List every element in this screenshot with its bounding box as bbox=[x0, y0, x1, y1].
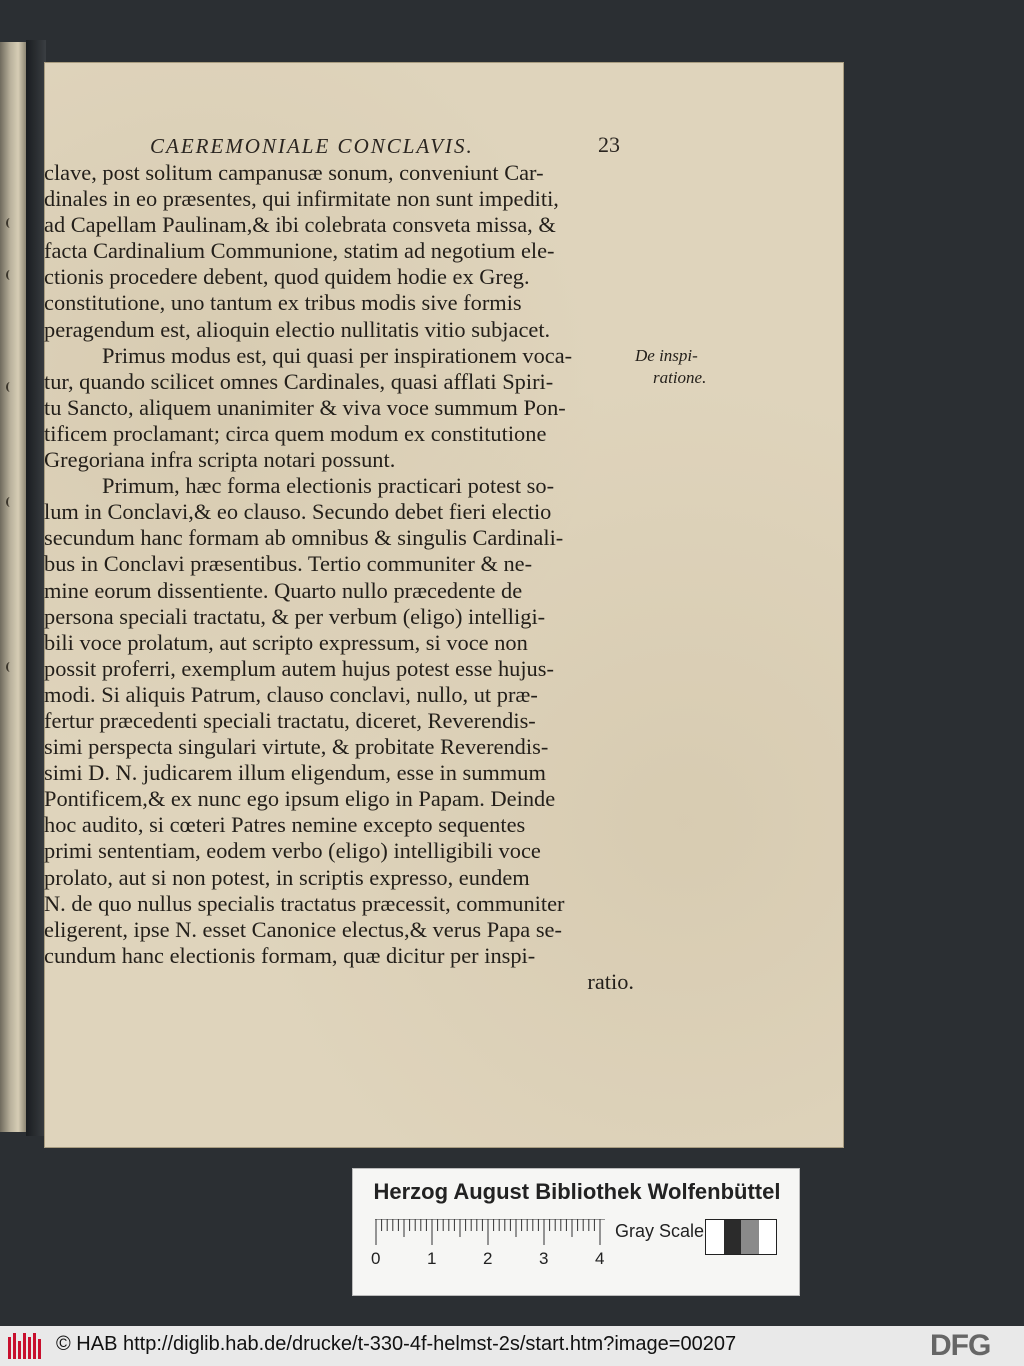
book-page bbox=[44, 62, 844, 1148]
text-line: Gregoriana infra scripta notari possunt. bbox=[44, 447, 396, 473]
previous-page-edge bbox=[0, 42, 26, 1132]
gray-swatch bbox=[741, 1220, 759, 1254]
dfg-logo: DFG bbox=[930, 1329, 991, 1362]
text-line: Primum, hæc forma electionis practicari potest so- bbox=[102, 473, 555, 499]
text-line: secundum hanc formam ab omnibus & singulis Cardinali- bbox=[44, 525, 564, 551]
text-line: bus in Conclavi præsentibus. Tertio communiter & ne- bbox=[44, 551, 533, 577]
ruler-label: 4 bbox=[595, 1249, 605, 1268]
footer-source-link[interactable]: © HAB http://diglib.hab.de/drucke/t-330-4f-helmst-2s/start.htm?image=00207 bbox=[56, 1333, 737, 1355]
text-line: constitutione, uno tantum ex tribus modis sive formis bbox=[44, 290, 522, 316]
running-head: CAEREMONIALE CONCLAVIS. bbox=[150, 134, 474, 158]
binding-shadow bbox=[26, 40, 46, 1136]
text-line: Primus modus est, qui quasi per inspirationem voca- bbox=[102, 342, 573, 368]
gray-swatch bbox=[706, 1220, 724, 1254]
text-line: tu Sancto, aliquem unanimiter & viva voce summum Pon- bbox=[44, 394, 566, 420]
marginal-note bbox=[635, 345, 706, 389]
text-line: lum in Conclavi,& eo clauso. Secundo debet fieri electio bbox=[44, 499, 552, 525]
text-line: ratio. bbox=[587, 968, 634, 994]
text-line: N. de quo nullus specialis tractatus præcessit, communiter bbox=[44, 890, 565, 916]
text-line: peragendum est, alioquin electio nullitatis vitio subjacet. bbox=[44, 316, 551, 342]
gray-scale-swatches bbox=[705, 1219, 777, 1255]
text-line: persona speciali tractatu, & per verbum (eligo) intelligi- bbox=[44, 603, 546, 629]
text-line: simi perspecta singulari virtute, & probitate Reverendis- bbox=[44, 734, 549, 760]
marginal-note-line: De inspi- bbox=[635, 346, 698, 365]
ruler-label: 3 bbox=[539, 1249, 549, 1268]
ruler-label: 2 bbox=[483, 1249, 493, 1268]
marginal-note-line: ratione. bbox=[653, 368, 707, 387]
body-text bbox=[44, 160, 634, 995]
text-line: possit proferri, exemplum autem hujus potest esse hujus- bbox=[44, 655, 554, 681]
card-title: Herzog August Bibliothek Wolfenbüttel bbox=[373, 1179, 781, 1204]
hab-logo-icon bbox=[8, 1333, 48, 1359]
text-line: bili voce prolatum, aut scripto expressum, si voce non bbox=[44, 629, 528, 655]
text-line: cundum hanc electionis formam, quæ dicitur per inspi- bbox=[44, 942, 536, 968]
text-line: ad Capellam Paulinam,& ibi colebrata consveta missa, & bbox=[44, 212, 556, 238]
text-line: eligerent, ipse N. esset Canonice electus,& verus Papa se- bbox=[44, 916, 562, 942]
text-line: Pontificem,& ex nunc ego ipsum eligo in Papam. Deinde bbox=[44, 786, 556, 812]
text-line: fertur præcedenti speciali tractatu, diceret, Reverendis- bbox=[44, 707, 536, 733]
text-line: tificem proclamant; circa quem modum ex constitutione bbox=[44, 420, 547, 446]
gray-swatch bbox=[724, 1220, 742, 1254]
gray-scale-label: Gray Scale bbox=[615, 1221, 705, 1241]
ruler-label: 0 bbox=[371, 1249, 381, 1268]
ruler-scale bbox=[375, 1219, 605, 1245]
page-number: 23 bbox=[598, 132, 620, 157]
footer-bar bbox=[0, 1326, 1024, 1366]
color-target-card bbox=[352, 1168, 800, 1296]
text-line: mine eorum dissentiente. Quarto nullo præcedente de bbox=[44, 577, 523, 603]
ruler-labels bbox=[371, 1249, 611, 1271]
text-line: primi sententiam, eodem verbo (eligo) intelligibili voce bbox=[44, 838, 541, 864]
gray-swatch bbox=[759, 1220, 777, 1254]
text-line: tur, quando scilicet omnes Cardinales, quasi afflati Spiri- bbox=[44, 368, 554, 394]
text-line: simi D. N. judicarem illum eligendum, esse in summum bbox=[44, 760, 546, 786]
text-line: prolato, aut si non potest, in scriptis expresso, eundem bbox=[44, 864, 530, 890]
text-line: dinales in eo præsentes, qui infirmitate non sunt impediti, bbox=[44, 186, 559, 212]
text-line: hoc audito, si cœteri Patres nemine excepto sequentes bbox=[44, 812, 526, 838]
ruler-label: 1 bbox=[427, 1249, 437, 1268]
text-line: ctionis procedere debent, quod quidem hodie ex Greg. bbox=[44, 264, 530, 290]
text-line: modi. Si aliquis Patrum, clauso conclavi, nullo, ut præ- bbox=[44, 681, 538, 707]
text-line: facta Cardinalium Communione, statim ad negotium ele- bbox=[44, 238, 555, 264]
text-line: clave, post solitum campanusæ sonum, conveniunt Car- bbox=[44, 160, 544, 185]
